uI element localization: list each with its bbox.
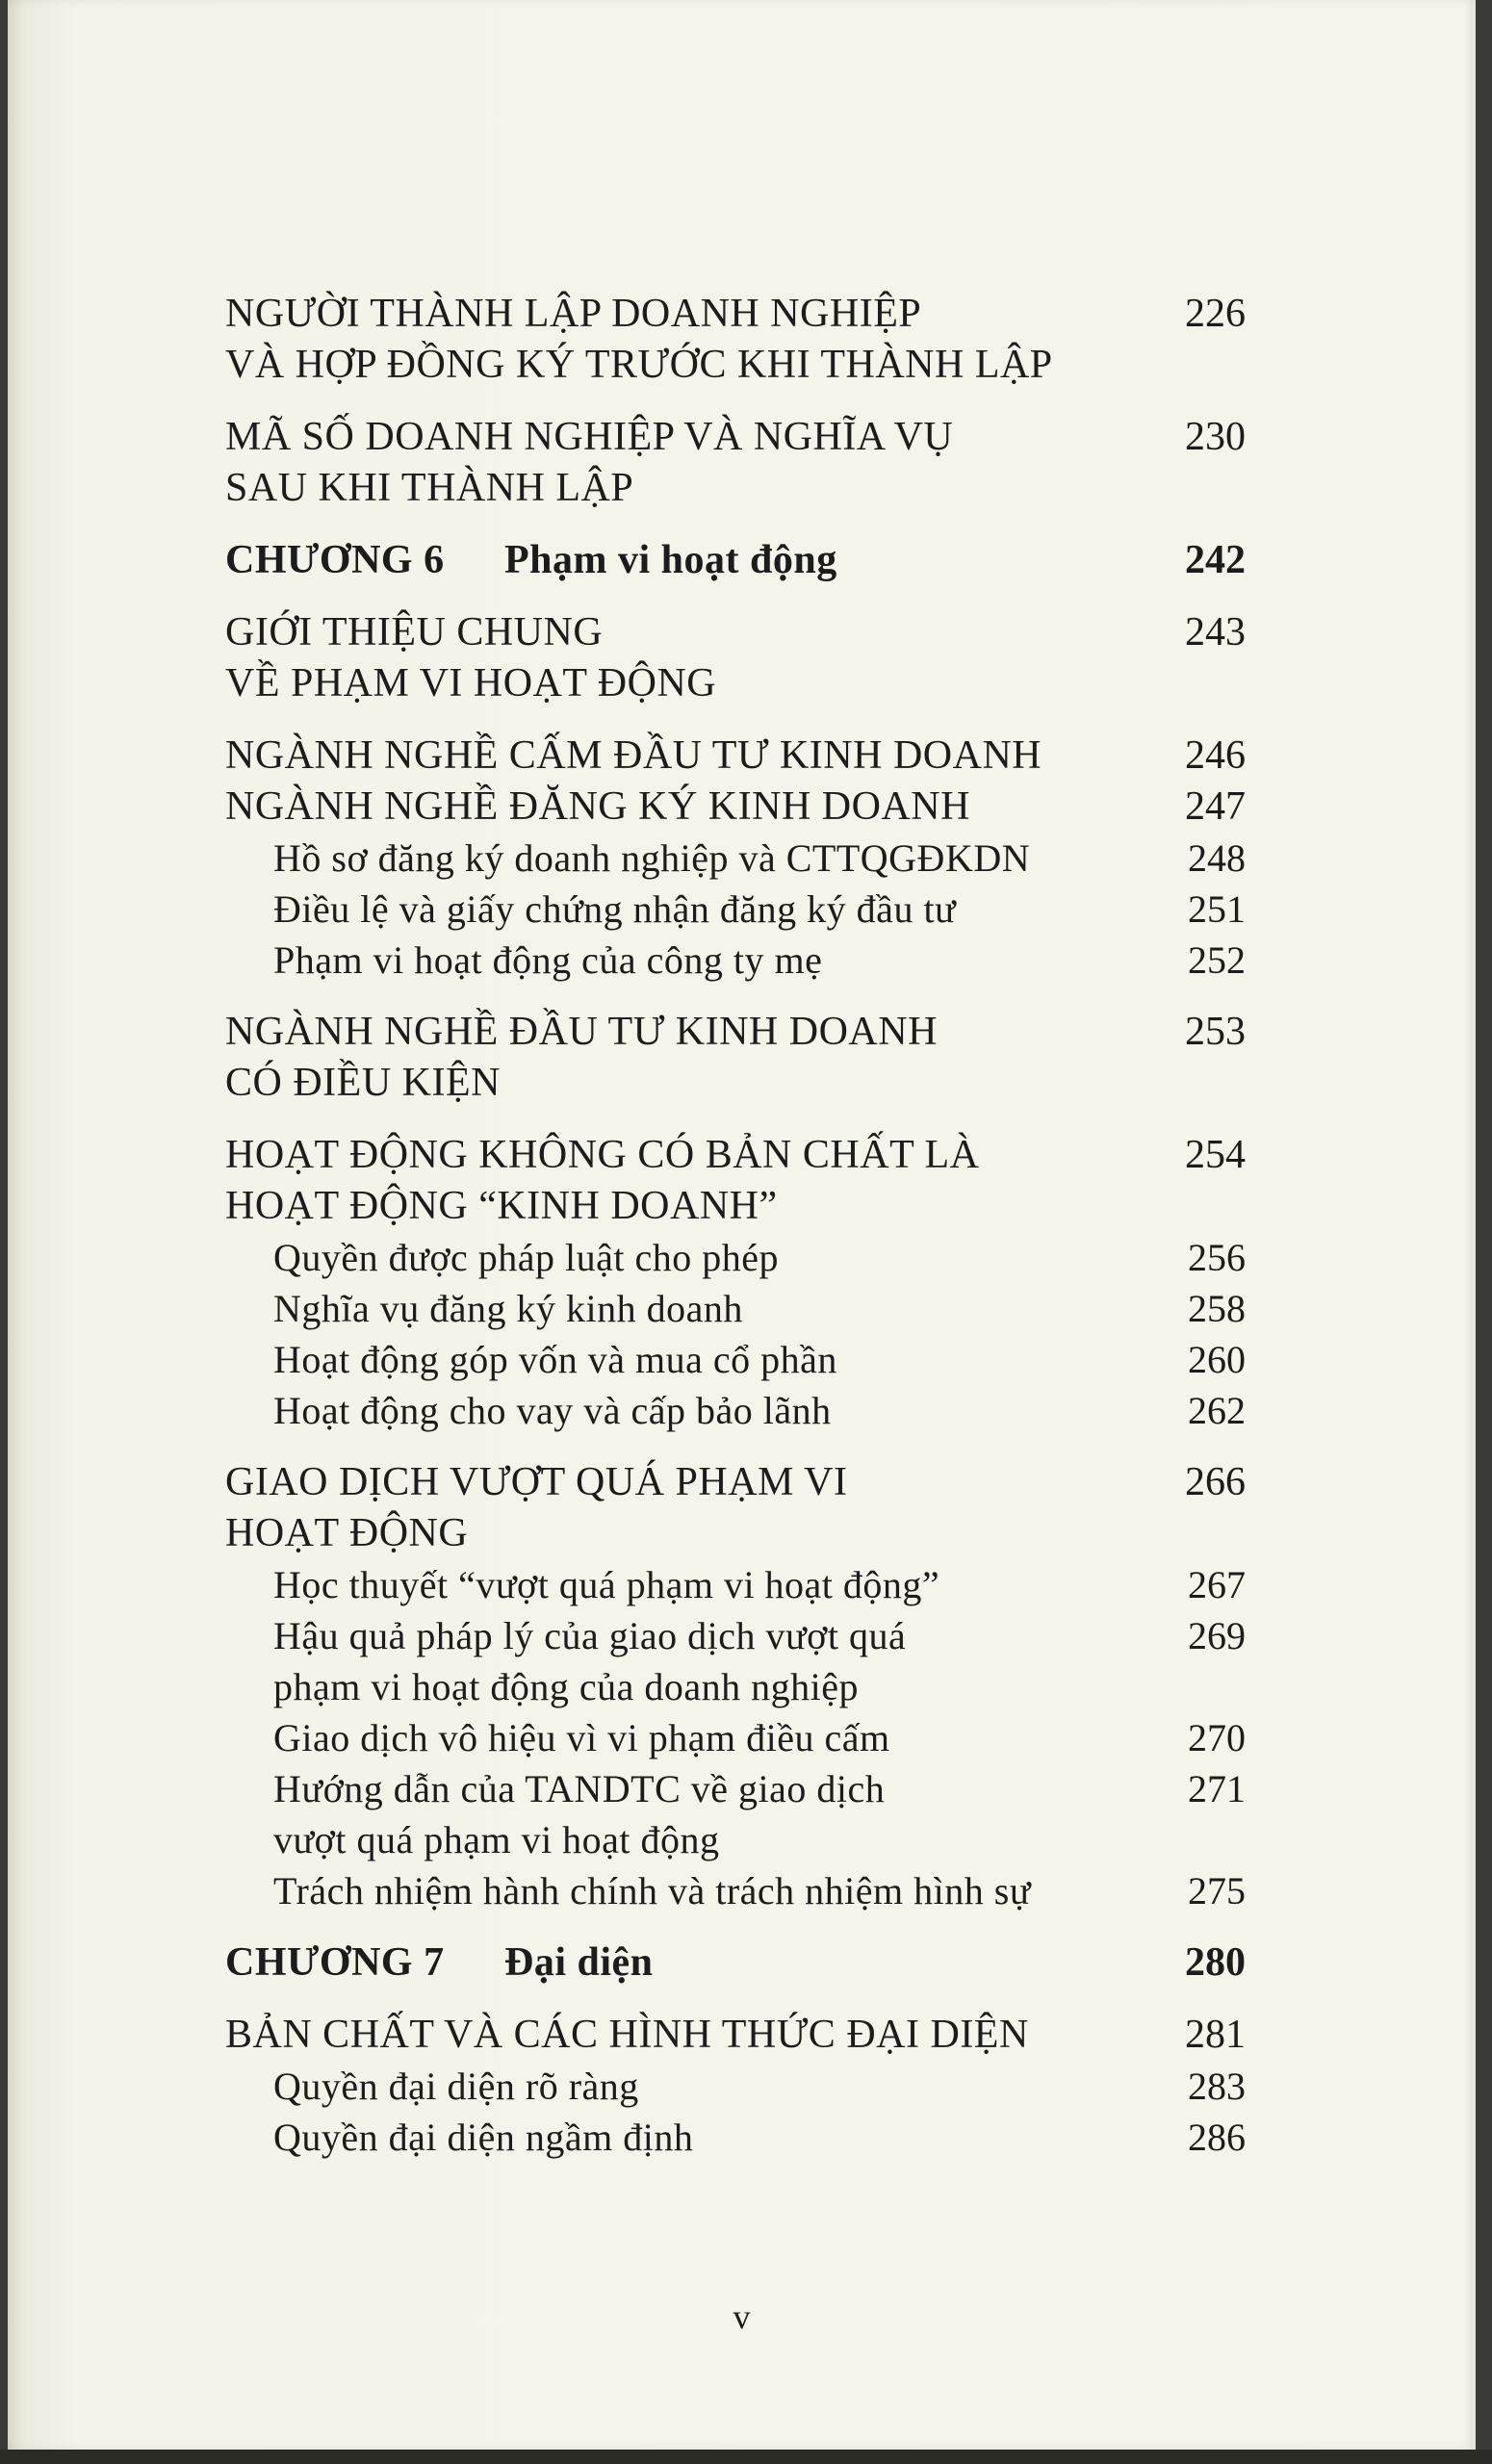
entry-title-line: vượt quá phạm vi hoạt động: [273, 1818, 720, 1861]
entry-title: [273, 2112, 693, 2163]
chapter-label: CHƯƠNG 6: [225, 538, 445, 582]
toc-subsection: [225, 2112, 1246, 2163]
chapter-label: CHƯƠNG 7: [225, 1940, 445, 1985]
chapter-heading: [225, 1938, 654, 1989]
entry-title-line: HOẠT ĐỘNG “KINH DOANH”: [225, 1184, 778, 1228]
page-number: 251: [1188, 887, 1246, 931]
toc-subsection: [225, 1283, 1246, 1334]
toc-subsection: [225, 1232, 1246, 1283]
page-number: 253: [1185, 1010, 1246, 1054]
entry-title-line: Hoạt động góp vốn và mua cổ phần: [273, 1338, 837, 1381]
toc-subsection: [225, 1559, 1246, 1610]
toc-subsection: [225, 2061, 1246, 2112]
toc-section: [225, 607, 1246, 709]
entry-title-line: HOẠT ĐỘNG KHÔNG CÓ BẢN CHẤT LÀ: [225, 1133, 980, 1177]
chapter-title: Đại diện: [504, 1940, 654, 1985]
page-number: 286: [1188, 2116, 1246, 2159]
entry-title: [273, 1559, 939, 1610]
entry-title-line: SAU KHI THÀNH LẬP: [225, 466, 634, 510]
toc-subsection: [225, 1334, 1246, 1385]
entry-title: [225, 2010, 1029, 2061]
toc-chapter: [225, 1938, 1246, 1989]
entry-title: [273, 1232, 779, 1283]
toc-section: [225, 289, 1246, 391]
entry-title: [225, 607, 716, 709]
page-number: 226: [1185, 292, 1246, 336]
entry-title-line: HOẠT ĐỘNG: [225, 1511, 469, 1555]
entry-title-line: Học thuyết “vượt quá phạm vi hoạt động”: [273, 1563, 940, 1606]
entry-title-line: phạm vi hoạt động của doanh nghiệp: [273, 1665, 859, 1708]
entry-title: [273, 1334, 837, 1385]
page-number: 246: [1185, 733, 1246, 778]
table-of-contents: [225, 289, 1246, 2163]
page-number: 256: [1188, 1236, 1246, 1279]
page-number: 271: [1188, 1767, 1246, 1810]
entry-title-line: VÀ HỢP ĐỒNG KÝ TRƯỚC KHI THÀNH LẬP: [225, 343, 1053, 387]
page-edge-shadow: [0, 2450, 1492, 2464]
page-number: 230: [1185, 415, 1246, 459]
page-number: 269: [1188, 1614, 1246, 1657]
entry-title-line: MÃ SỐ DOANH NGHIỆP VÀ NGHĨA VỤ: [225, 415, 954, 459]
entry-title-line: Quyền đại diện ngầm định: [273, 2116, 694, 2159]
toc-subsection: [225, 1385, 1246, 1436]
entry-title-line: GIỚI THIỆU CHUNG: [225, 610, 604, 654]
toc-section: [225, 1007, 1246, 1109]
chapter-heading: [225, 535, 837, 586]
page-number: 248: [1188, 836, 1246, 880]
book-page: [8, 0, 1476, 2450]
entry-title: [225, 1130, 979, 1232]
toc-section: [225, 782, 1246, 833]
entry-title-line: Hậu quả pháp lý của giao dịch vượt quá: [273, 1614, 907, 1657]
entry-title: [225, 412, 953, 514]
entry-title: [273, 935, 822, 986]
entry-title-line: Trách nhiệm hành chính và trách nhiệm hình sự: [273, 1869, 1031, 1912]
page-number: 262: [1188, 1389, 1246, 1432]
toc-subsection: [225, 1865, 1246, 1916]
page-number: 281: [1185, 2013, 1246, 2057]
toc-subsection: [225, 884, 1246, 935]
toc-section: [225, 1457, 1246, 1559]
page-number: 258: [1188, 1287, 1246, 1330]
page-number: 266: [1185, 1460, 1246, 1504]
page-folio: v: [733, 2297, 751, 2336]
toc-subsection: [225, 1712, 1246, 1763]
toc-subsection: [225, 1610, 1246, 1712]
entry-title-line: VỀ PHẠM VI HOẠT ĐỘNG: [225, 661, 717, 706]
toc-subsection: [225, 1763, 1246, 1865]
page-number: 242: [1185, 538, 1246, 582]
toc-section: [225, 1130, 1246, 1232]
entry-title: [273, 1385, 832, 1436]
entry-title-line: NGÀNH NGHỀ CẤM ĐẦU TƯ KINH DOANH: [225, 733, 1042, 778]
toc-subsection: [225, 935, 1246, 986]
entry-title-line: Điều lệ và giấy chứng nhận đăng ký đầu tư: [273, 887, 957, 931]
entry-title-line: Nghĩa vụ đăng ký kinh doanh: [273, 1287, 743, 1330]
page-number: 254: [1185, 1133, 1246, 1177]
entry-title: [225, 782, 970, 833]
page-number: 275: [1188, 1869, 1246, 1912]
chapter-title: Phạm vi hoạt động: [504, 538, 837, 582]
entry-title-line: Hướng dẫn của TANDTC về giao dịch: [273, 1767, 886, 1810]
entry-title: [273, 884, 956, 935]
entry-title: [273, 1283, 743, 1334]
entry-title-line: NGÀNH NGHỀ ĐĂNG KÝ KINH DOANH: [225, 784, 970, 829]
page-number: 280: [1185, 1940, 1246, 1985]
entry-title-line: Giao dịch vô hiệu vì vi phạm điều cấm: [273, 1716, 890, 1759]
page-number: 267: [1188, 1563, 1246, 1606]
entry-title: [273, 1712, 890, 1763]
entry-title-line: GIAO DỊCH VƯỢT QUÁ PHẠM VI: [225, 1460, 848, 1504]
entry-title-line: Quyền đại diện rõ ràng: [273, 2065, 639, 2108]
entry-title: [273, 833, 1030, 884]
page-number: 243: [1185, 610, 1246, 654]
entry-title: [273, 1763, 885, 1865]
entry-title-line: CÓ ĐIỀU KIỆN: [225, 1061, 501, 1105]
entry-title-line: NGƯỜI THÀNH LẬP DOANH NGHIỆP: [225, 292, 922, 336]
entry-title: [225, 1007, 938, 1109]
toc-section: [225, 412, 1246, 514]
entry-title: [225, 1457, 847, 1559]
toc-section: [225, 731, 1246, 782]
entry-title-line: NGÀNH NGHỀ ĐẦU TƯ KINH DOANH: [225, 1010, 938, 1054]
entry-title-line: Hoạt động cho vay và cấp bảo lãnh: [273, 1389, 832, 1432]
entry-title-line: Hồ sơ đăng ký doanh nghiệp và CTTQGĐKDN: [273, 836, 1031, 880]
entry-title-line: Phạm vi hoạt động của công ty mẹ: [273, 938, 823, 982]
page-number: 252: [1188, 938, 1246, 982]
entry-title-line: Quyền được pháp luật cho phép: [273, 1236, 779, 1279]
entry-title: [273, 2061, 639, 2112]
page-number: 270: [1188, 1716, 1246, 1759]
entry-title: [273, 1865, 1031, 1916]
page-number: 283: [1188, 2065, 1246, 2108]
entry-title-line: BẢN CHẤT VÀ CÁC HÌNH THỨC ĐẠI DIỆN: [225, 2013, 1029, 2057]
toc-section: [225, 2010, 1246, 2061]
entry-title: [225, 289, 1053, 391]
toc-chapter: [225, 535, 1246, 586]
page-number: 260: [1188, 1338, 1246, 1381]
page-number: 247: [1185, 784, 1246, 829]
toc-subsection: [225, 833, 1246, 884]
entry-title: [225, 731, 1042, 782]
entry-title: [273, 1610, 906, 1712]
